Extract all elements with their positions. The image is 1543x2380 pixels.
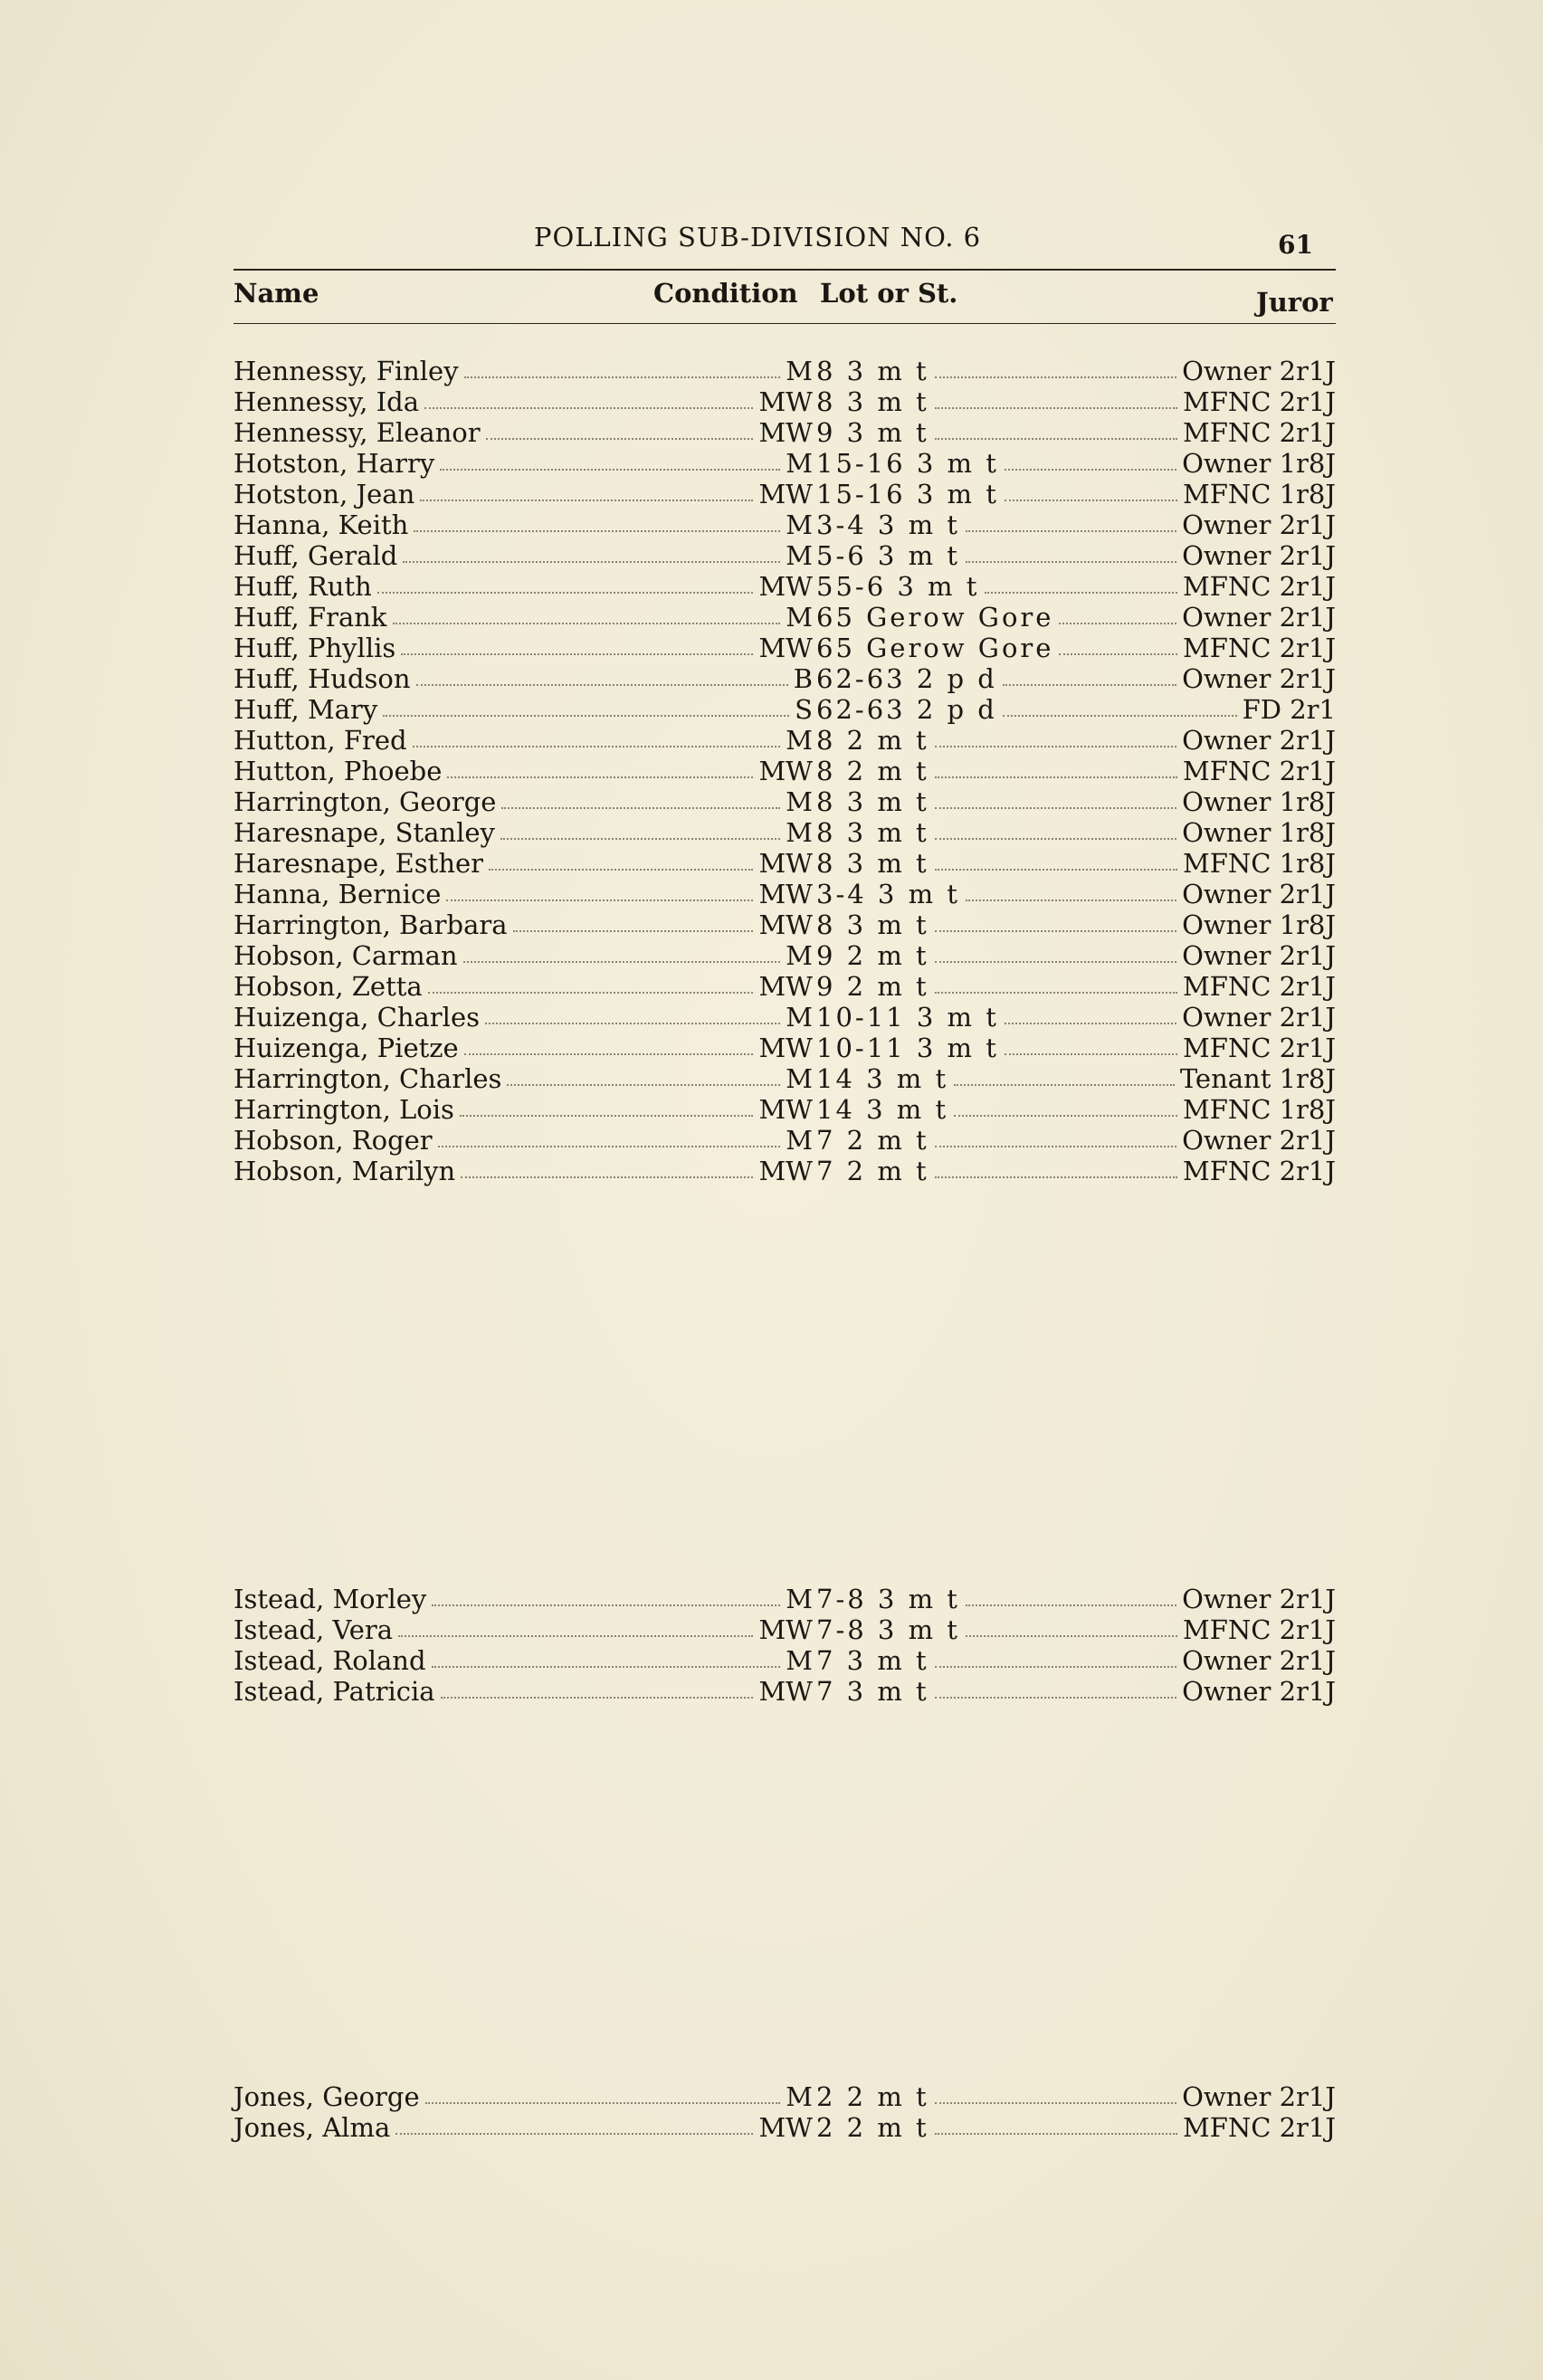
voter-lot: 62-63 2 p d bbox=[816, 663, 997, 694]
dot-leader bbox=[935, 376, 1176, 378]
voter-condition: MW bbox=[758, 756, 813, 786]
voter-juror: MFNC 2r1J bbox=[1183, 1033, 1336, 1063]
dot-leader bbox=[935, 2133, 1177, 2135]
voter-name: Harrington, Lois bbox=[233, 1094, 454, 1125]
dot-leader bbox=[1005, 1053, 1177, 1055]
dot-leader bbox=[395, 2133, 753, 2135]
voter-lot: 8 2 m t bbox=[816, 725, 929, 756]
voter-juror: MFNC 2r1J bbox=[1183, 417, 1336, 448]
dot-leader bbox=[935, 961, 1176, 963]
voter-juror: Owner 2r1J bbox=[1182, 879, 1336, 909]
voter-condition: MW bbox=[758, 1614, 813, 1645]
dot-leader bbox=[935, 1176, 1177, 1178]
voter-row bbox=[233, 786, 1338, 817]
dot-leader bbox=[966, 561, 1176, 563]
dot-leader bbox=[383, 715, 789, 717]
voter-name: Haresnape, Stanley bbox=[233, 817, 495, 848]
voter-lot: 8 3 m t bbox=[816, 386, 929, 417]
voter-lot: 65 Gerow Gore bbox=[816, 633, 1054, 663]
voter-juror: Owner 2r1J bbox=[1182, 1645, 1336, 1676]
voter-row bbox=[233, 1584, 1338, 1614]
voter-row bbox=[233, 1614, 1338, 1645]
dot-leader bbox=[966, 1604, 1176, 1606]
dot-leader bbox=[935, 746, 1176, 747]
voter-juror: MFNC 1r8J bbox=[1183, 1094, 1336, 1125]
dot-leader bbox=[1003, 684, 1176, 686]
voter-condition: MW bbox=[758, 2112, 813, 2143]
voter-lot: 62-63 2 p d bbox=[816, 694, 997, 725]
dot-leader bbox=[420, 500, 753, 501]
dot-leader bbox=[464, 376, 781, 378]
dot-leader bbox=[966, 900, 1176, 901]
voter-condition: M bbox=[786, 1125, 813, 1156]
dot-leader bbox=[464, 1053, 754, 1055]
dot-leader bbox=[489, 869, 753, 871]
voter-condition: MW bbox=[758, 417, 813, 448]
voter-juror: Owner 2r1J bbox=[1182, 540, 1336, 571]
voter-juror: Owner 1r8J bbox=[1182, 448, 1336, 479]
voter-juror: Owner 2r1J bbox=[1182, 602, 1336, 633]
voter-condition: M bbox=[786, 1645, 813, 1676]
voter-name: Istead, Patricia bbox=[233, 1676, 435, 1707]
voter-lot: 2 2 m t bbox=[816, 2081, 929, 2112]
dot-leader bbox=[954, 1115, 1177, 1117]
voter-row bbox=[233, 1094, 1338, 1125]
voter-condition: MW bbox=[758, 1156, 813, 1186]
voter-juror: Owner 2r1J bbox=[1182, 509, 1336, 540]
voter-row bbox=[233, 1063, 1338, 1094]
voter-lot: 9 2 m t bbox=[816, 940, 929, 971]
voter-juror: MFNC 2r1J bbox=[1183, 756, 1336, 786]
voter-row bbox=[233, 971, 1338, 1002]
dot-leader bbox=[1005, 1023, 1176, 1024]
voter-name: Huizenga, Charles bbox=[233, 1002, 480, 1033]
dot-leader bbox=[513, 930, 754, 932]
voter-lot: 7 2 m t bbox=[816, 1156, 929, 1186]
dot-leader bbox=[935, 1666, 1176, 1668]
voter-condition: M bbox=[786, 817, 813, 848]
voter-condition: M bbox=[786, 448, 813, 479]
voter-condition: M bbox=[786, 540, 813, 571]
voter-lot: 3-4 3 m t bbox=[816, 509, 960, 540]
voter-lot: 10-11 3 m t bbox=[816, 1033, 999, 1063]
voter-name: Hotston, Jean bbox=[233, 479, 415, 509]
voter-row bbox=[233, 1033, 1338, 1063]
voter-row bbox=[233, 1125, 1338, 1156]
voter-lot: 5-6 3 m t bbox=[816, 540, 960, 571]
voter-condition: M bbox=[786, 940, 813, 971]
voter-juror: Owner 2r1J bbox=[1182, 663, 1336, 694]
voter-name: Istead, Vera bbox=[233, 1614, 394, 1645]
dot-leader bbox=[401, 653, 753, 655]
dot-leader bbox=[414, 530, 780, 532]
column-header-condition: Condition bbox=[653, 278, 798, 309]
dot-leader bbox=[935, 1146, 1176, 1147]
voter-lot: 8 3 m t bbox=[816, 817, 929, 848]
voter-name: Istead, Morley bbox=[233, 1584, 427, 1614]
dot-leader bbox=[446, 900, 753, 901]
dot-leader bbox=[985, 592, 1177, 594]
dot-leader bbox=[398, 1635, 753, 1637]
voter-juror: Owner 1r8J bbox=[1182, 786, 1336, 817]
voter-row bbox=[233, 817, 1338, 848]
voter-row bbox=[233, 1676, 1338, 1707]
voter-group-j bbox=[233, 2081, 1338, 2143]
voter-juror: MFNC 2r1J bbox=[1183, 633, 1336, 663]
voter-condition: M bbox=[786, 602, 813, 633]
voter-name: Harrington, Barbara bbox=[233, 909, 508, 940]
voter-row bbox=[233, 909, 1338, 940]
voter-condition: M bbox=[786, 1584, 813, 1614]
dot-leader bbox=[935, 992, 1177, 994]
dot-leader bbox=[440, 469, 780, 471]
voter-juror: Owner 2r1J bbox=[1182, 725, 1336, 756]
dot-leader bbox=[485, 1023, 780, 1024]
voter-juror: Owner 2r1J bbox=[1182, 1584, 1336, 1614]
voter-lot: 9 3 m t bbox=[816, 417, 929, 448]
voter-lot: 7 3 m t bbox=[816, 1676, 929, 1707]
voter-name: Huff, Phyllis bbox=[233, 633, 396, 663]
voter-juror: Owner 2r1J bbox=[1182, 1002, 1336, 1033]
dot-leader bbox=[413, 746, 781, 747]
voter-condition: M bbox=[786, 725, 813, 756]
voter-row bbox=[233, 602, 1338, 633]
dot-leader bbox=[403, 561, 780, 563]
voter-name: Haresnape, Esther bbox=[233, 848, 484, 879]
voter-juror: MFNC 2r1J bbox=[1183, 571, 1336, 602]
dot-leader bbox=[966, 530, 1176, 532]
voter-name: Istead, Roland bbox=[233, 1645, 426, 1676]
page-number: 61 bbox=[1278, 230, 1313, 260]
dot-leader bbox=[935, 838, 1176, 840]
dot-leader bbox=[954, 1084, 1175, 1086]
voter-juror: Owner 1r8J bbox=[1182, 909, 1336, 940]
voter-lot: 15-16 3 m t bbox=[816, 448, 999, 479]
dot-leader bbox=[438, 1146, 781, 1147]
voter-condition: M bbox=[786, 1002, 813, 1033]
voter-juror: Owner 2r1J bbox=[1182, 2081, 1336, 2112]
voter-row bbox=[233, 663, 1338, 694]
voter-row bbox=[233, 448, 1338, 479]
dot-leader bbox=[1005, 469, 1176, 471]
voter-name: Hutton, Fred bbox=[233, 725, 407, 756]
voter-name: Hobson, Roger bbox=[233, 1125, 433, 1156]
voter-name: Huff, Mary bbox=[233, 694, 378, 725]
dot-leader bbox=[424, 407, 753, 409]
voter-row bbox=[233, 940, 1338, 971]
column-header-juror: Juror bbox=[1256, 287, 1333, 318]
voter-row bbox=[233, 848, 1338, 879]
column-header-name: Name bbox=[233, 278, 319, 309]
voter-condition: MW bbox=[758, 971, 813, 1002]
voter-juror: MFNC 2r1J bbox=[1183, 1614, 1336, 1645]
voter-name: Hennessy, Ida bbox=[233, 386, 420, 417]
voter-juror: Owner 2r1J bbox=[1182, 940, 1336, 971]
dot-leader bbox=[935, 776, 1177, 778]
dot-leader bbox=[441, 1697, 754, 1699]
voter-name: Harrington, George bbox=[233, 786, 497, 817]
voter-row bbox=[233, 571, 1338, 602]
voter-condition: MW bbox=[758, 1676, 813, 1707]
voter-juror: MFNC 1r8J bbox=[1183, 479, 1336, 509]
voter-condition: MW bbox=[758, 571, 813, 602]
header-rule-bottom bbox=[233, 323, 1336, 324]
voter-condition: MW bbox=[758, 1094, 813, 1125]
voter-juror: MFNC 2r1J bbox=[1183, 971, 1336, 1002]
voter-lot: 55-6 3 m t bbox=[816, 571, 980, 602]
voter-juror: Owner 2r1J bbox=[1182, 1676, 1336, 1707]
voter-name: Hotston, Harry bbox=[233, 448, 435, 479]
voter-juror: Owner 2r1J bbox=[1182, 356, 1336, 386]
voter-condition: MW bbox=[758, 633, 813, 663]
voter-row bbox=[233, 1156, 1338, 1186]
voter-condition: MW bbox=[758, 386, 813, 417]
voter-name: Harrington, Charles bbox=[233, 1063, 502, 1094]
voter-lot: 7-8 3 m t bbox=[816, 1614, 960, 1645]
voter-juror: Owner 1r8J bbox=[1182, 817, 1336, 848]
voter-lot: 10-11 3 m t bbox=[816, 1002, 999, 1033]
voter-lot: 7 3 m t bbox=[816, 1645, 929, 1676]
voter-name: Hobson, Marilyn bbox=[233, 1156, 456, 1186]
dot-leader bbox=[935, 2102, 1176, 2104]
voter-condition: MW bbox=[758, 479, 813, 509]
dot-leader bbox=[1003, 715, 1237, 717]
voter-juror: MFNC 1r8J bbox=[1183, 848, 1336, 879]
column-header-lot: Lot or St. bbox=[820, 278, 958, 309]
voter-name: Huff, Frank bbox=[233, 602, 387, 633]
voter-row bbox=[233, 540, 1338, 571]
voter-juror: Owner 2r1J bbox=[1182, 1125, 1336, 1156]
voter-row bbox=[233, 356, 1338, 386]
dot-leader bbox=[1059, 623, 1176, 624]
voter-row bbox=[233, 1002, 1338, 1033]
voter-lot: 8 3 m t bbox=[816, 909, 929, 940]
dot-leader bbox=[1059, 653, 1177, 655]
dot-leader bbox=[501, 807, 780, 809]
dot-leader bbox=[425, 2102, 781, 2104]
voter-row bbox=[233, 417, 1338, 448]
voter-name: Hutton, Phoebe bbox=[233, 756, 443, 786]
voter-row bbox=[233, 2081, 1338, 2112]
voter-condition: M bbox=[786, 1063, 813, 1094]
voter-condition: M bbox=[786, 356, 813, 386]
dot-leader bbox=[500, 838, 780, 840]
dot-leader bbox=[416, 684, 788, 686]
dot-leader bbox=[935, 807, 1176, 809]
dot-leader bbox=[428, 992, 754, 994]
running-title: POLLING SUB-DIVISION NO. 6 bbox=[534, 222, 982, 252]
voter-lot: 3-4 3 m t bbox=[816, 879, 960, 909]
voter-row bbox=[233, 479, 1338, 509]
voter-lot: 9 2 m t bbox=[816, 971, 929, 1002]
dot-leader bbox=[1005, 500, 1177, 501]
voter-row bbox=[233, 879, 1338, 909]
voter-condition: MW bbox=[758, 909, 813, 940]
voter-juror: MFNC 2r1J bbox=[1183, 1156, 1336, 1186]
voter-lot: 15-16 3 m t bbox=[816, 479, 999, 509]
voter-row bbox=[233, 509, 1338, 540]
voter-condition: M bbox=[786, 786, 813, 817]
voter-lot: 8 3 m t bbox=[816, 356, 929, 386]
voter-name: Hanna, Bernice bbox=[233, 879, 442, 909]
voter-row bbox=[233, 756, 1338, 786]
dot-leader bbox=[460, 1115, 754, 1117]
voter-name: Huizenga, Pietze bbox=[233, 1033, 459, 1063]
dot-leader bbox=[486, 438, 754, 440]
voter-lot: 65 Gerow Gore bbox=[816, 602, 1054, 633]
voter-name: Hanna, Keith bbox=[233, 509, 409, 540]
voter-condition: MW bbox=[758, 1033, 813, 1063]
voter-lot: 14 3 m t bbox=[816, 1094, 949, 1125]
dot-leader bbox=[935, 1697, 1176, 1699]
voter-row bbox=[233, 725, 1338, 756]
voter-condition: M bbox=[786, 509, 813, 540]
dot-leader bbox=[461, 1176, 753, 1178]
voter-name: Jones, George bbox=[233, 2081, 420, 2112]
dot-leader bbox=[935, 438, 1177, 440]
header-rule-top bbox=[233, 269, 1336, 271]
voter-juror: FD 2r1 bbox=[1242, 694, 1336, 725]
voter-group-i bbox=[233, 1584, 1338, 1707]
voter-juror: MFNC 2r1J bbox=[1183, 386, 1336, 417]
dot-leader bbox=[507, 1084, 780, 1086]
voter-row bbox=[233, 2112, 1338, 2143]
dot-leader bbox=[463, 961, 781, 963]
voter-row bbox=[233, 694, 1338, 725]
voter-name: Huff, Gerald bbox=[233, 540, 398, 571]
voter-name: Huff, Ruth bbox=[233, 571, 372, 602]
voter-name: Hobson, Zetta bbox=[233, 971, 423, 1002]
dot-leader bbox=[432, 1604, 780, 1606]
voter-lot: 14 3 m t bbox=[816, 1063, 949, 1094]
voter-row bbox=[233, 386, 1338, 417]
dot-leader bbox=[377, 592, 754, 594]
voter-lot: 8 3 m t bbox=[816, 786, 929, 817]
voter-juror: Tenant 1r8J bbox=[1179, 1063, 1336, 1094]
dot-leader bbox=[447, 776, 753, 778]
voter-name: Hobson, Carman bbox=[233, 940, 458, 971]
voter-condition: S bbox=[795, 694, 813, 725]
voter-condition: M bbox=[786, 2081, 813, 2112]
voter-lot: 7 2 m t bbox=[816, 1125, 929, 1156]
dot-leader bbox=[935, 407, 1177, 409]
voter-juror: MFNC 2r1J bbox=[1183, 2112, 1336, 2143]
voter-condition: MW bbox=[758, 848, 813, 879]
voter-condition: B bbox=[793, 663, 813, 694]
voter-name: Jones, Alma bbox=[233, 2112, 391, 2143]
voter-lot: 2 2 m t bbox=[816, 2112, 929, 2143]
voter-row bbox=[233, 1645, 1338, 1676]
dot-leader bbox=[393, 623, 781, 624]
voter-lot: 8 3 m t bbox=[816, 848, 929, 879]
voter-row bbox=[233, 633, 1338, 663]
dot-leader bbox=[432, 1666, 781, 1668]
dot-leader bbox=[935, 869, 1177, 871]
voter-condition: MW bbox=[758, 879, 813, 909]
dot-leader bbox=[966, 1635, 1177, 1637]
voter-lot: 8 2 m t bbox=[816, 756, 929, 786]
dot-leader bbox=[935, 930, 1176, 932]
voter-lot: 7-8 3 m t bbox=[816, 1584, 960, 1614]
voter-name: Hennessy, Eleanor bbox=[233, 417, 481, 448]
voter-name: Hennessy, Finley bbox=[233, 356, 459, 386]
voter-name: Huff, Hudson bbox=[233, 663, 411, 694]
voter-group-h bbox=[233, 356, 1338, 1186]
